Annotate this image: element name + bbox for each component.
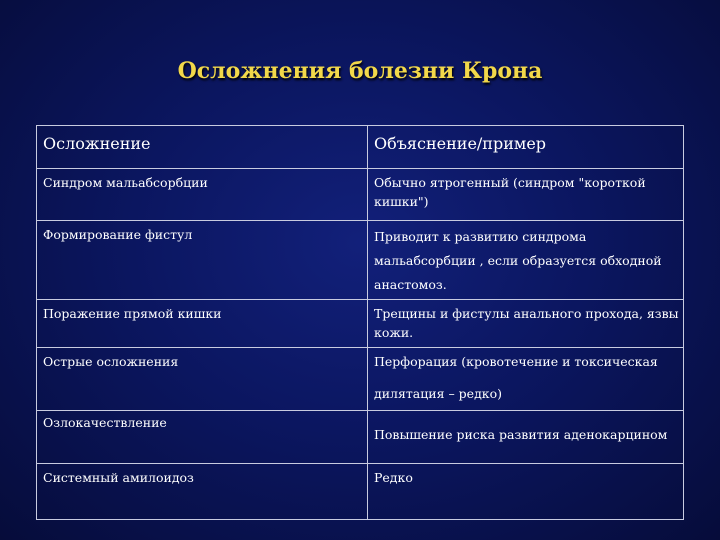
table-row (37, 221, 684, 300)
table-row (37, 348, 684, 411)
row-5-explanation: Повышение риска развития аденокарцином (374, 427, 668, 442)
cell-explanation (368, 221, 684, 300)
row-1-explanation: Обычно ятрогенный (синдром "короткой кишки") (374, 175, 646, 209)
cell-explanation (368, 348, 684, 411)
header-explanation (368, 126, 684, 169)
cell-explanation (368, 464, 684, 520)
cell-complication (37, 221, 368, 300)
cell-explanation (368, 169, 684, 221)
slide-title: Осложнения болезни Крона (177, 58, 543, 84)
row-3-complication: Поражение прямой кишки (43, 306, 222, 321)
cell-complication (37, 348, 368, 411)
row-3-explanation: Трещины и фистулы анального прохода, язвы кожи. (374, 306, 679, 340)
header-complication (37, 126, 368, 169)
cell-complication (37, 464, 368, 520)
row-6-explanation: Редко (374, 470, 413, 485)
row-5-complication: Озлокачествление (43, 415, 167, 430)
cell-complication (37, 169, 368, 221)
table-row (37, 464, 684, 520)
table-row (37, 300, 684, 348)
cell-complication (37, 300, 368, 348)
table-row (37, 169, 684, 221)
header-complication-label: Осложнение (43, 134, 151, 153)
header-explanation-label: Объяснение/пример (374, 134, 547, 153)
table-row (37, 411, 684, 464)
cell-explanation (368, 300, 684, 348)
row-2-explanation: Приводит к развитию синдрома мальабсорбции , если образуется обходной анастомоз. (374, 229, 662, 292)
row-6-complication: Системный амилоидоз (43, 470, 194, 485)
table-header-row (37, 126, 684, 169)
cell-explanation (368, 411, 684, 464)
row-1-complication: Синдром мальабсорбции (43, 175, 208, 190)
row-4-complication: Острые осложнения (43, 354, 179, 369)
cell-complication (37, 411, 368, 464)
row-2-complication: Формирование фистул (43, 227, 193, 242)
row-4-explanation: Перфорация (кровотечение и токсическая дилятация – редко) (374, 354, 658, 401)
complications-table (36, 125, 684, 520)
